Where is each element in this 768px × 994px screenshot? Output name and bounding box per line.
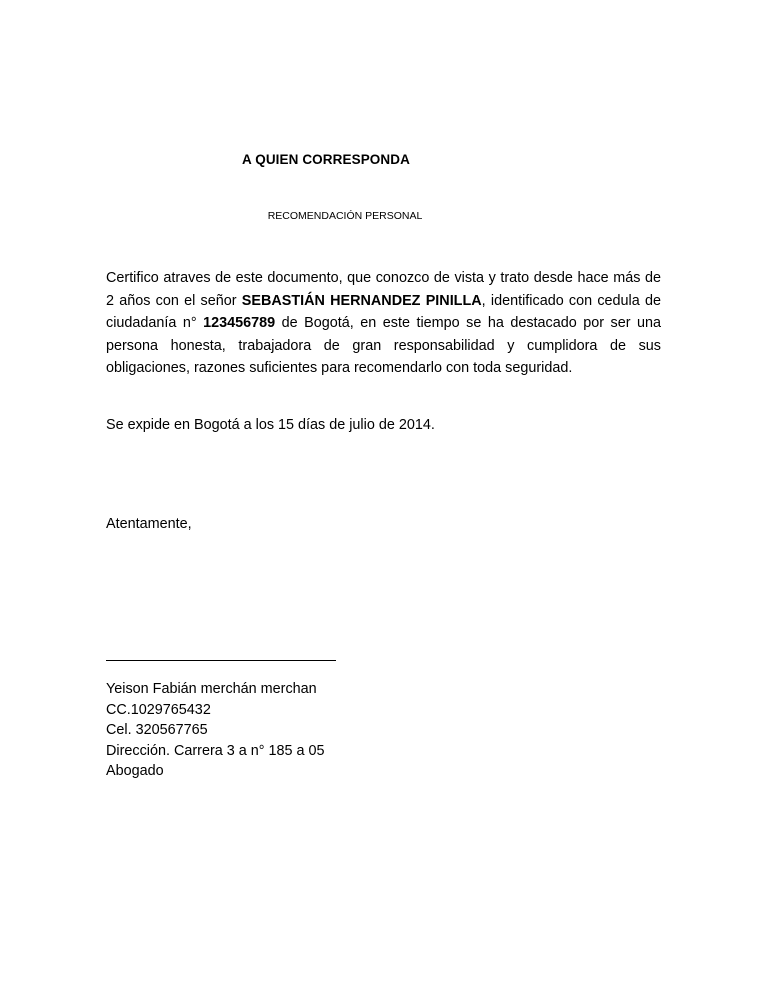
- body-part-2: , identificado con cedula de ciudadanía n°: [106, 292, 661, 331]
- signer-cc: CC.1029765432: [106, 701, 211, 718]
- body-part-1: Certifico atraves de este documento, que conozco de vista y trato desde hace más de 2 años con el señor: [106, 270, 661, 309]
- expedition-line: Se expide en Bogotá a los 15 días de julio de 2014.: [106, 417, 435, 433]
- letter-subheading: [0, 210, 768, 222]
- signer-name: Yeison Fabián merchán merchan: [106, 681, 317, 697]
- recommended-person-name: SEBASTIÁN HERNANDEZ PINILLA: [241, 292, 482, 309]
- letter-heading: [0, 152, 768, 167]
- signer-phone: Cel. 320567765: [106, 722, 208, 738]
- subheading-text: RECOMENDACIÓN PERSONAL: [267, 210, 423, 222]
- signature-block: [106, 679, 325, 782]
- heading-text: A QUIEN CORRESPONDA: [242, 152, 410, 167]
- id-number: 123456789: [203, 315, 276, 331]
- body-part-3: de Bogotá, en este tiempo se ha destacado por ser una persona honesta, trabajadora de gran responsabilidad y cumplidora de sus obligaciones, razones suficientes para recomendarlo con toda seguridad.: [106, 315, 661, 376]
- letter-body: [106, 267, 661, 380]
- signer-address: Dirección. Carrera 3 a n° 185 a 05: [106, 742, 325, 759]
- closing-line: Atentamente,: [106, 516, 192, 532]
- signature-line: [106, 660, 336, 661]
- signer-title: Abogado: [106, 763, 164, 779]
